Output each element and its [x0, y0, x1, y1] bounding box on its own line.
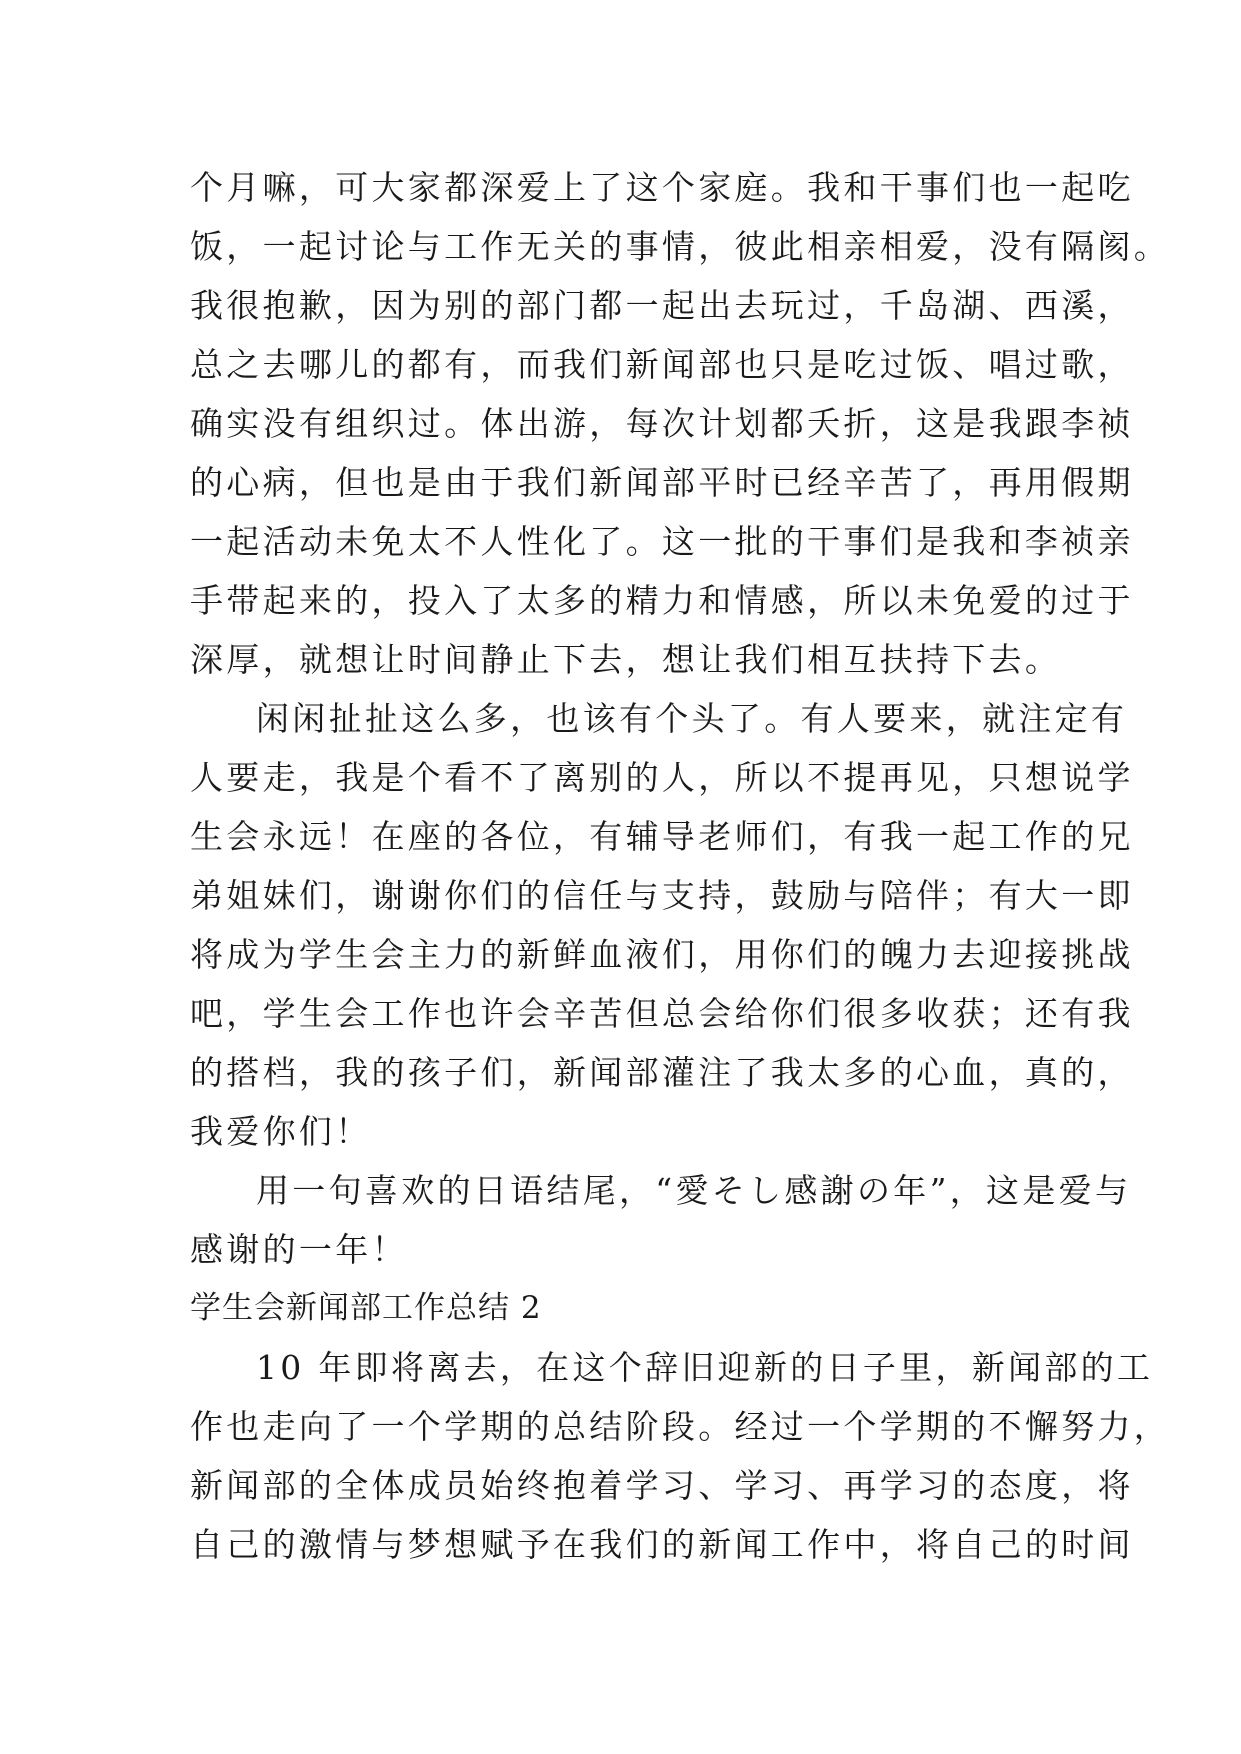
paragraph-line: 深厚，就想让时间静止下去，想让我们相互扶持下去。 — [190, 640, 1062, 679]
paragraph-line: 个月嘛，可大家都深爱上了这个家庭。我和干事们也一起吃 — [190, 168, 1134, 207]
paragraph-line: 感谢的一年！ — [190, 1230, 408, 1269]
paragraph-line: 吧，学生会工作也许会辛苦但总会给你们很多收获；还有我 — [190, 994, 1134, 1033]
paragraph-line: 饭，一起讨论与工作无关的事情，彼此相亲相爱，没有隔阂。 — [190, 227, 1171, 266]
paragraph-line: 用一句喜欢的日语结尾，“愛そし感謝の年”，这是爱与 — [256, 1171, 1132, 1210]
paragraph-line: 将成为学生会主力的新鲜血液们，用你们的魄力去迎接挑战 — [190, 935, 1134, 974]
paragraph-line: 人要走，我是个看不了离别的人，所以不提再见，只想说学 — [190, 758, 1134, 797]
paragraph-line: 确实没有组织过。体出游，每次计划都夭折，这是我跟李祯 — [190, 404, 1134, 443]
paragraph-line: 弟姐妹们，谢谢你们的信任与支持，鼓励与陪伴；有大一即 — [190, 876, 1134, 915]
section-heading: 学生会新闻部工作总结 2 — [190, 1290, 542, 1326]
paragraph-line: 生会永远！在座的各位，有辅导老师们，有我一起工作的兄 — [190, 817, 1134, 856]
paragraph-line: 的心病，但也是由于我们新闻部平时已经辛苦了，再用假期 — [190, 463, 1134, 502]
paragraph-line: 闲闲扯扯这么多，也该有个头了。有人要来，就注定有 — [256, 699, 1128, 738]
paragraph-line: 作也走向了一个学期的总结阶段。经过一个学期的不懈努力， — [190, 1407, 1171, 1446]
paragraph-line: 10 年即将离去，在这个辞旧迎新的日子里，新闻部的工 — [256, 1348, 1154, 1387]
document-body — [190, 158, 1171, 1574]
paragraph-line: 自己的激情与梦想赋予在我们的新闻工作中，将自己的时间 — [190, 1525, 1134, 1564]
paragraph-line: 我爱你们！ — [190, 1112, 372, 1151]
paragraph-line: 我很抱歉，因为别的部门都一起出去玩过，千岛湖、西溪， — [190, 286, 1134, 325]
paragraph-line: 总之去哪儿的都有，而我们新闻部也只是吃过饭、唱过歌， — [190, 345, 1134, 384]
paragraph-line: 一起活动未免太不人性化了。这一批的干事们是我和李祯亲 — [190, 522, 1134, 561]
paragraph-line: 新闻部的全体成员始终抱着学习、学习、再学习的态度，将 — [190, 1466, 1134, 1505]
paragraph-line: 手带起来的，投入了太多的精力和情感，所以未免爱的过于 — [190, 581, 1134, 620]
paragraph-line: 的搭档，我的孩子们，新闻部灌注了我太多的心血，真的， — [190, 1053, 1134, 1092]
